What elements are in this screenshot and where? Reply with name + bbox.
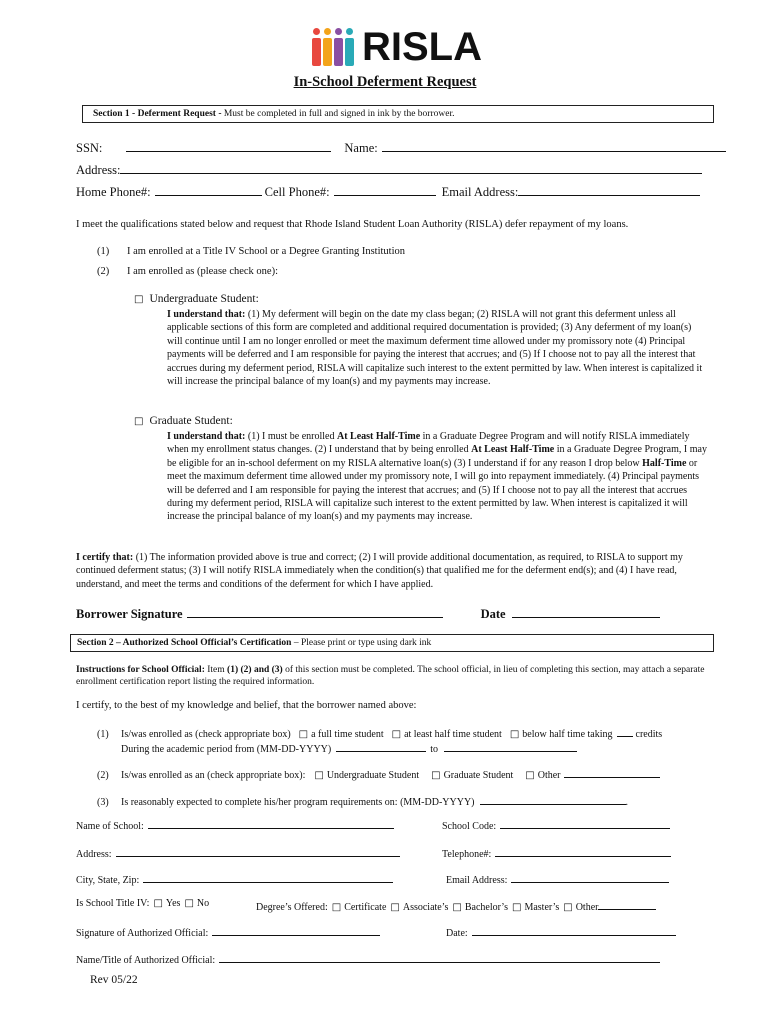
item1-text: I am enrolled at a Title IV School or a Degree Granting Institution <box>127 246 405 257</box>
certificate-checkbox[interactable]: □ <box>331 902 342 913</box>
other-field[interactable] <box>564 766 660 778</box>
grad-checkbox[interactable]: □ <box>134 416 144 427</box>
grad-terms <box>167 430 707 524</box>
masters-checkbox[interactable]: □ <box>511 902 522 913</box>
school-code-label: School Code: <box>442 821 497 832</box>
q2-number: (2) <box>97 770 109 781</box>
official-email-field[interactable] <box>511 871 669 883</box>
item2-number: (2) <box>97 266 110 277</box>
instructions-text: Item <box>204 665 228 675</box>
cell-phone-label: Cell Phone#: <box>264 185 330 199</box>
undergrad-checkbox[interactable]: □ <box>134 294 144 305</box>
borrower-signature-label: Borrower Signature <box>76 607 183 621</box>
school-address-label: Address: <box>76 849 112 860</box>
grad-terms-text: in a Graduate Degree Program and will notify RISLA immediately when my enrollment status changes. (2) I understand that by being enrolled <box>167 431 690 456</box>
title-iv-no-checkbox[interactable]: □ <box>184 898 194 909</box>
question1-period <box>121 740 577 755</box>
question1 <box>97 725 662 740</box>
grad-terms-text: (1) I must be enrolled <box>245 431 337 442</box>
completion-date-field[interactable] <box>480 793 626 805</box>
section1-title: Section 1 - Deferment Request - <box>93 109 222 119</box>
q3-number: (3) <box>97 797 109 808</box>
credits-label: credits <box>635 729 663 740</box>
official-date-row <box>446 924 676 939</box>
name-field[interactable] <box>382 140 726 152</box>
credits-field[interactable] <box>617 725 633 737</box>
official-email-label: Email Address: <box>446 875 508 886</box>
other-degree-field[interactable] <box>598 898 656 910</box>
instructions-bold: (1) (2) and (3) <box>227 665 283 675</box>
associates-label: Associate’s <box>402 902 449 913</box>
school-code-row <box>442 817 670 832</box>
undergrad-terms-text: (1) My deferment will begin on the date my class began; (2) RISLA will not grant this deferment unless all applicable sections of this form are completed and additional required documentation is provided; (3) Any deferment of my loan(s) will continue until I am no longer enrolled or meet the maximum deferment time allowed under my promissory note (4) Principal payments will be deferred and I am responsible for paying the interest that accrues; and (5) If I choose not to pay all the interest that accrues during my deferment period, RISLA will capitalize such interest to the extent permitted by law. When interest is capitalized it will increase the principal balance of my loan(s) and my payments may increase. <box>167 309 703 388</box>
instructions-bold: Instructions for School Official: <box>76 665 205 675</box>
grad-option <box>134 415 233 427</box>
official-signature-row <box>76 924 380 939</box>
borrower-certification <box>76 551 714 591</box>
official-signature-field[interactable] <box>212 924 380 936</box>
bachelors-label: Bachelor’s <box>464 902 508 913</box>
section2-header <box>70 634 714 652</box>
official-name-title-label: Name/Title of Authorized Official: <box>76 955 216 966</box>
question3 <box>97 793 628 808</box>
other-checkbox[interactable]: □ <box>525 770 535 781</box>
grad-terms-bold: At Least Half-Time <box>337 431 421 442</box>
telephone-label: Telephone#: <box>442 849 492 860</box>
official-date-label: Date: <box>446 928 468 939</box>
logo-text: RISLA <box>362 25 482 69</box>
ssn-field[interactable] <box>126 140 331 152</box>
title-iv-yes-label: Yes <box>165 898 181 909</box>
school-code-field[interactable] <box>500 817 670 829</box>
q1-period-label: During the academic period from (MM-DD-YYYY) <box>121 744 332 755</box>
city-label: City, State, Zip: <box>76 875 140 886</box>
school-name-row <box>76 817 394 832</box>
title-iv-yes-checkbox[interactable]: □ <box>153 898 163 909</box>
undergrad-option <box>134 293 259 305</box>
address-field[interactable] <box>120 162 702 174</box>
undergrad-terms <box>167 308 707 388</box>
certificate-label: Certificate <box>344 902 387 913</box>
risla-logo <box>312 25 482 69</box>
section2-note: – Please print or type using dark ink <box>291 638 432 648</box>
school-name-label: Name of School: <box>76 821 144 832</box>
half-time-label: at least half time student <box>404 729 502 740</box>
graduate-checkbox[interactable]: □ <box>431 770 441 781</box>
section1-note: Must be completed in full and signed in ink by the borrower. <box>221 109 455 119</box>
masters-label: Master’s <box>524 902 560 913</box>
home-phone-label: Home Phone#: <box>76 185 151 199</box>
half-time-checkbox[interactable]: □ <box>391 729 402 740</box>
undergraduate-label: Undergraduate Student <box>326 770 420 781</box>
degrees-label: Degree’s Offered: <box>256 902 328 913</box>
item2-text: I am enrolled as (please check one): <box>127 266 279 277</box>
degrees-row <box>256 898 656 913</box>
instructions-text: of this section must be completed. The school official, in lieu of completing this section, may attach a separate enrollment certification report listing the required information. <box>76 665 705 687</box>
undergrad-understand: I understand that: <box>167 309 246 320</box>
q1-text: Is/was enrolled as (check appropriate box) <box>121 729 291 740</box>
bachelors-checkbox[interactable]: □ <box>452 902 462 913</box>
official-signature-label: Signature of Authorized Official: <box>76 928 209 939</box>
revision-label: Rev 05/22 <box>90 974 138 986</box>
school-instructions <box>76 664 716 688</box>
question2 <box>97 766 660 781</box>
home-phone-field[interactable] <box>155 184 262 196</box>
official-date-field[interactable] <box>472 924 676 936</box>
logo-figure-icon <box>323 28 332 66</box>
borrower-signature-field[interactable] <box>187 606 443 618</box>
school-address-field[interactable] <box>116 845 400 857</box>
official-name-title-row <box>76 951 660 966</box>
logo-figure-icon <box>345 28 354 66</box>
item2 <box>97 266 278 277</box>
school-name-field[interactable] <box>148 817 394 829</box>
grad-label: Graduate Student: <box>149 415 233 427</box>
associates-checkbox[interactable]: □ <box>390 902 400 913</box>
ssn-label: SSN: <box>76 141 103 155</box>
cell-phone-field[interactable] <box>334 184 436 196</box>
grad-terms-text: in a Graduate Degree Program, I may be eligible for an in-school deferment on my RISLA alternative loan(s) (3) I understand if for any reason I drop below <box>167 444 707 469</box>
ssn-name-row <box>76 140 726 156</box>
below-half-time-checkbox[interactable]: □ <box>509 729 520 740</box>
city-row <box>76 871 393 886</box>
other-degree-label: Other <box>575 902 599 913</box>
section2-title: Section 2 – Authorized School Official’s Certification <box>77 638 292 648</box>
official-certify: I certify, to the best of my knowledge and belief, that the borrower named above: <box>76 700 417 711</box>
telephone-field[interactable] <box>495 845 671 857</box>
other-degree-checkbox[interactable]: □ <box>563 902 573 913</box>
undergraduate-checkbox[interactable]: □ <box>314 770 324 781</box>
section1-header <box>82 105 714 123</box>
logo-figure-icon <box>312 28 321 66</box>
period-start-field[interactable] <box>336 740 426 752</box>
name-label: Name: <box>344 141 378 155</box>
borrower-date-field[interactable] <box>512 606 660 618</box>
certify-bold: I certify that: <box>76 552 134 563</box>
email-field[interactable] <box>518 184 700 196</box>
borrower-signature-row <box>76 606 660 622</box>
undergrad-label: Undergraduate Student: <box>149 293 259 305</box>
item1-number: (1) <box>97 246 110 257</box>
q3-text: Is reasonably expected to complete his/her program requirements on: (MM-DD-YYYY) <box>121 797 475 808</box>
telephone-row <box>442 845 671 860</box>
official-name-title-field[interactable] <box>219 951 660 963</box>
grad-terms-text: or meet the maximum deferment time allowed under my promissory note, I will go into repayment immediately. (4) Principal payments will be deferred and I am responsible for paying the interest that accrues; and (5) If I choose not to pay all the interest that accrues during my deferment period, RISLA will capitalize such interest to the extent permitted by law. When interest is capitalized it will increase the principal balance of my loan(s) and my payments may increase. <box>167 457 699 523</box>
address-label: Address: <box>76 163 121 177</box>
other-label: Other <box>537 770 561 781</box>
phone-email-row <box>76 184 700 200</box>
q1-number: (1) <box>97 729 109 740</box>
item1 <box>97 246 405 257</box>
title-iv-no-label: No <box>196 898 210 909</box>
city-field[interactable] <box>143 871 393 883</box>
certify-text: (1) The information provided above is true and correct; (2) I will provide additional documentation, as required, to RISLA to support my continued deferment status; (3) I will notify RISLA immediately when the condition(s) that qualified me for the deferment end(s); and (4) I have read, understand, and meet the terms and conditions of the deferment for which I have applied. <box>76 552 683 590</box>
email-label: Email Address: <box>441 185 519 199</box>
title-iv-row <box>76 898 209 909</box>
title-iv-label: Is School Title IV: <box>76 898 150 909</box>
grad-understand: I understand that: <box>167 431 246 442</box>
q3-end: . <box>625 797 629 808</box>
official-email-row <box>446 871 669 886</box>
school-address-row <box>76 845 400 860</box>
period-end-field[interactable] <box>444 740 577 752</box>
full-time-checkbox[interactable]: □ <box>298 729 309 740</box>
form-title: In-School Deferment Request <box>293 74 477 90</box>
q2-text: Is/was enrolled as an (check appropriate box): <box>121 770 306 781</box>
q1-to-label: to <box>430 744 438 755</box>
borrower-date-label: Date <box>480 607 506 621</box>
grad-terms-bold: Half-Time <box>642 457 687 469</box>
graduate-label: Graduate Student <box>443 770 514 781</box>
logo-figure-icon <box>334 28 343 66</box>
address-row <box>76 162 702 178</box>
full-time-label: a full time student <box>311 729 384 740</box>
below-half-time-label: below half time taking <box>522 729 613 740</box>
grad-terms-bold: At Least Half-Time <box>471 444 555 456</box>
intro-text: I meet the qualifications stated below and request that Rhode Island Student Loan Authority (RISLA) defer repayment of my loans. <box>76 219 629 230</box>
